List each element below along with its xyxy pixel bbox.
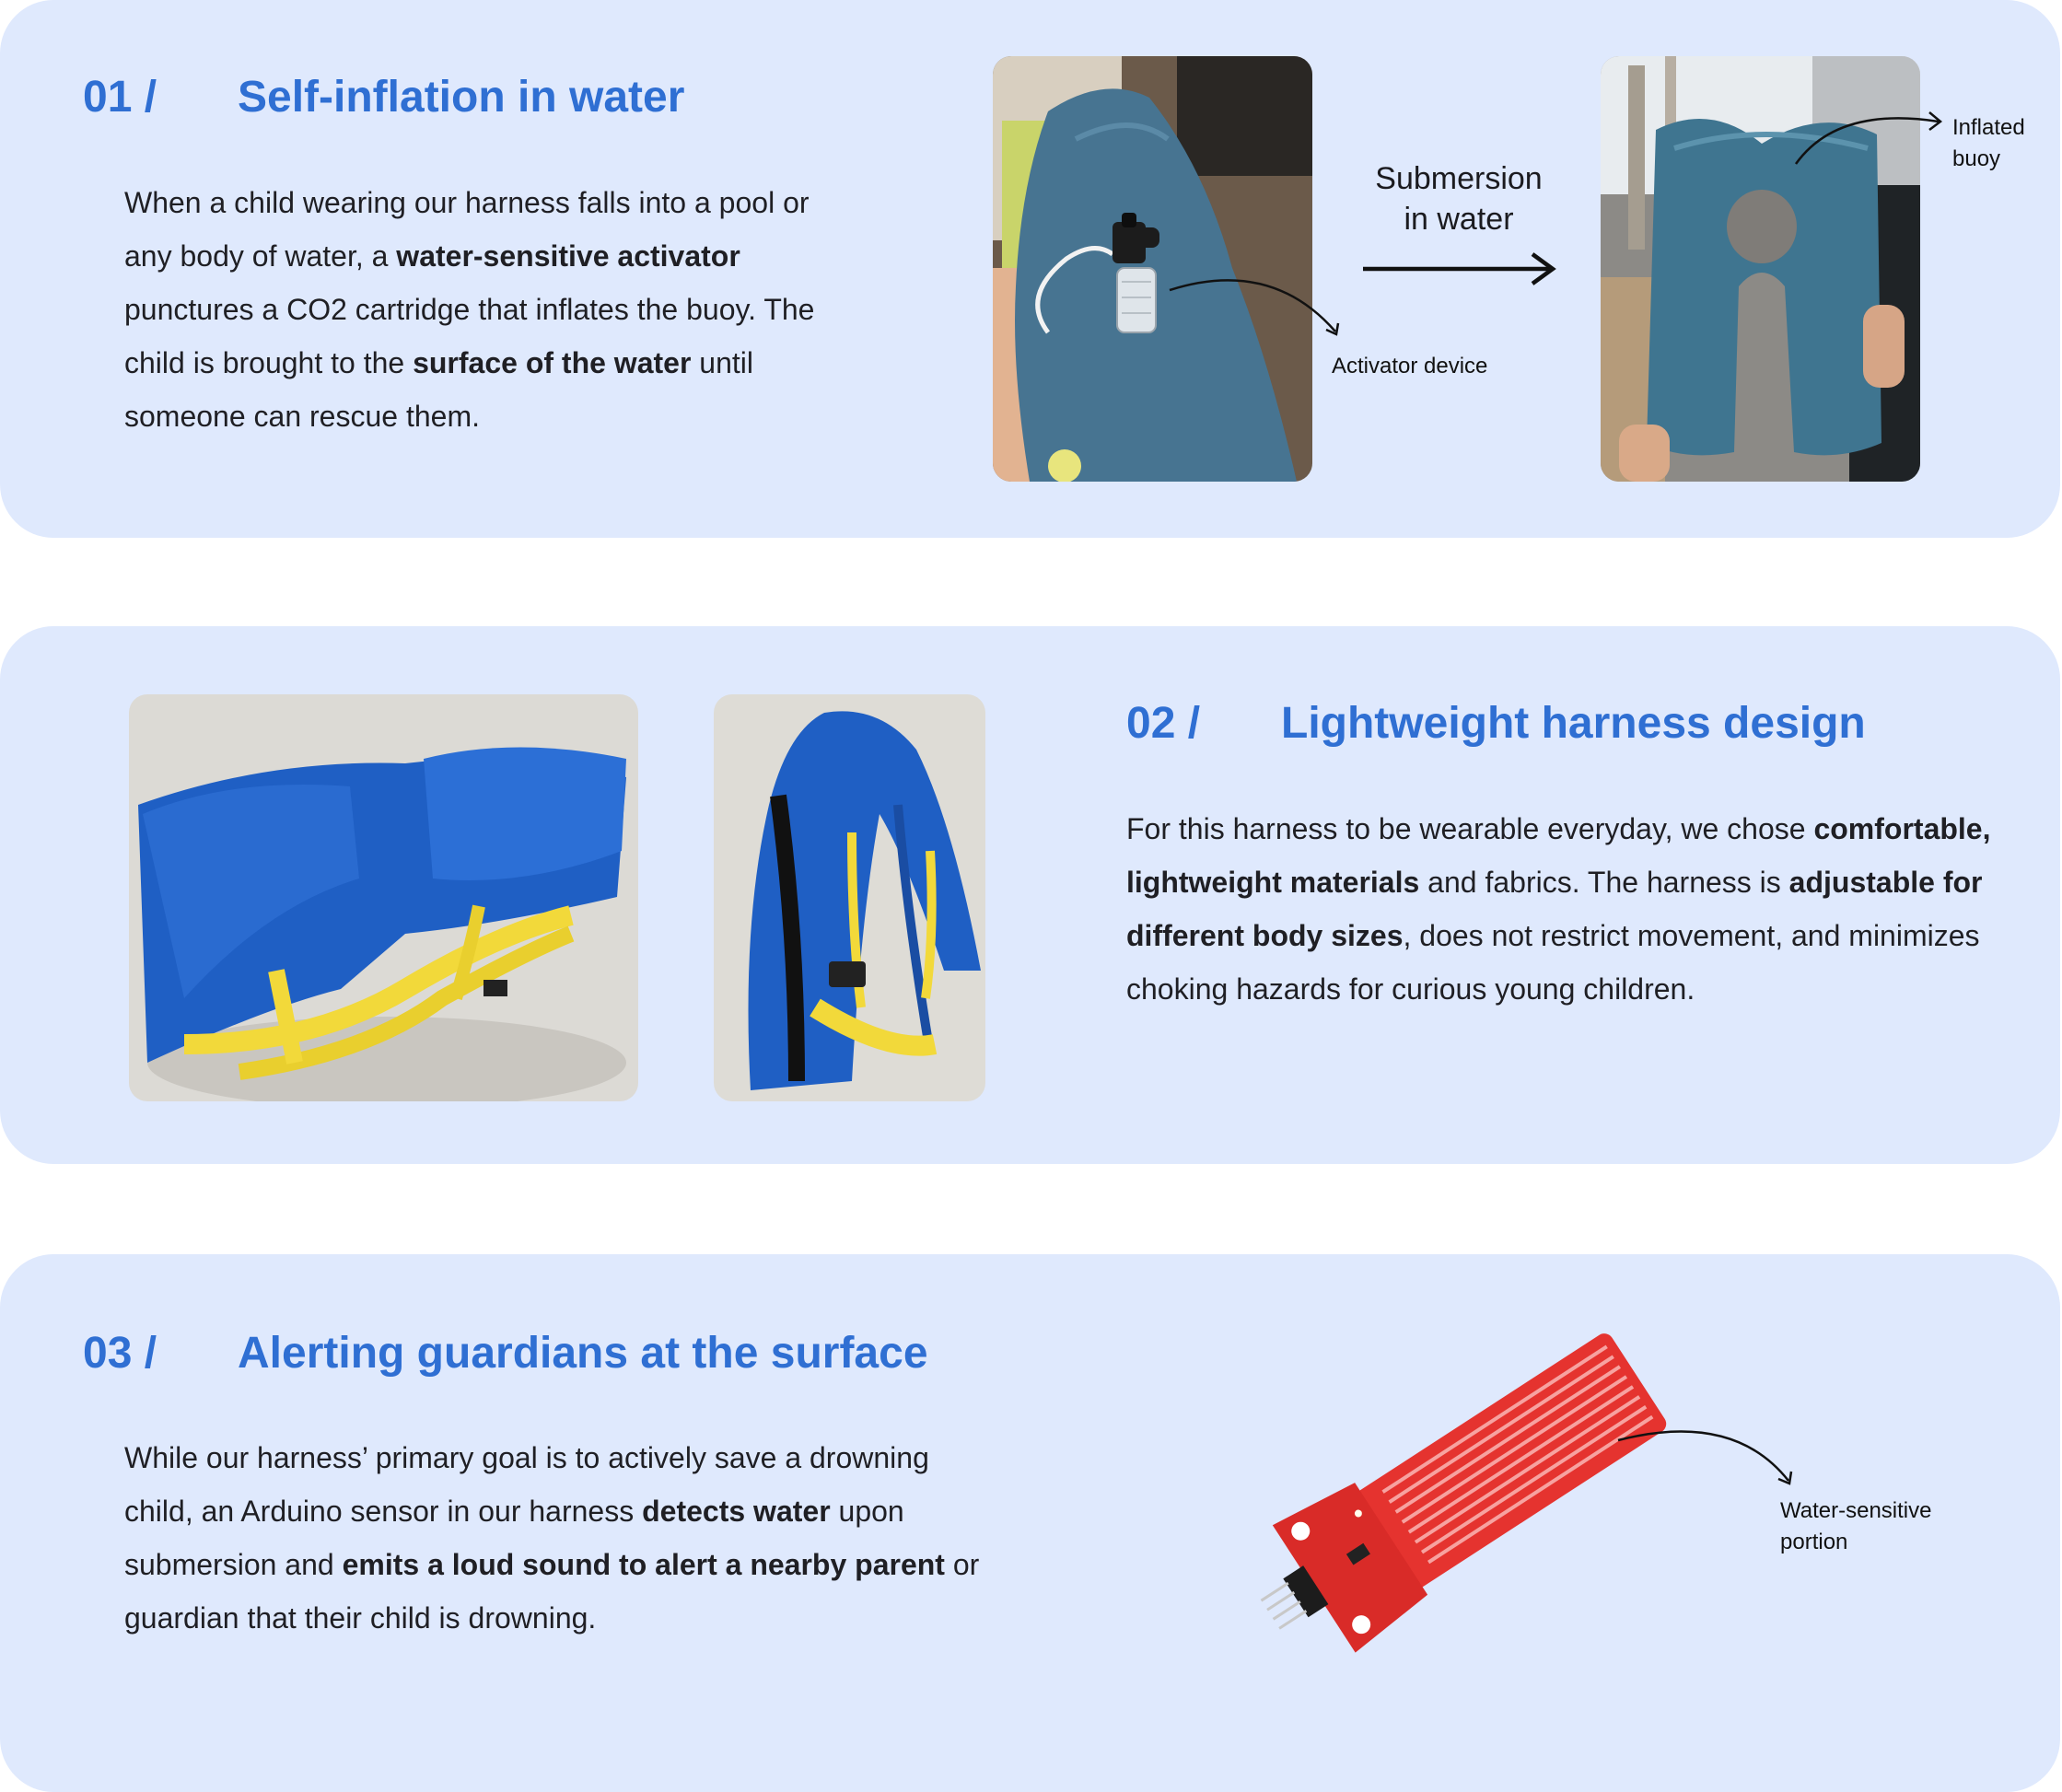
section-title: Self-inflation in water — [238, 73, 685, 122]
callout-arrow — [1165, 272, 1349, 345]
photo-harness-side — [129, 694, 638, 1101]
callout-inflated-buoy: Inflated buoy — [1952, 115, 2025, 171]
photo-harness-front — [714, 694, 985, 1101]
transition-label: Submersion in water — [1375, 161, 1543, 237]
section-body: While our harness’ primary goal is to actively save a drowning child, an Arduino sensor in our harness detects water upon submersion and emits a loud sound to alert a nearby parent or guardian that their child is drowning. — [124, 1441, 980, 1635]
section-lightweight-harness — [0, 626, 2060, 1164]
callout-arrow — [1791, 101, 1948, 175]
section-self-inflation — [0, 0, 2060, 538]
callout-arrow — [1613, 1420, 1798, 1494]
section-title: Alerting guardians at the surface — [238, 1329, 928, 1378]
section-body: For this harness to be wearable everyday, we chose comfortable, lightweight materials and fabrics. The harness is adjustable for different body sizes, does not restrict movement, and minimizes choking hazards for curious young children. — [1126, 812, 1991, 1006]
section-title: Lightweight harness design — [1281, 699, 1866, 748]
callout-water-sensitive-portion: Water-sensitive portion — [1780, 1498, 1932, 1554]
right-arrow-icon — [1361, 249, 1564, 289]
section-body: When a child wearing our harness falls into a pool or any body of water, a water-sensitive activator punctures a CO2 cartridge that inflates the buoy. The child is brought to the surface of the water until someone can rescue them. — [124, 186, 815, 433]
callout-activator-device: Activator device — [1332, 354, 1488, 378]
photo-water-sensor — [1285, 1365, 1718, 1696]
section-number: 02 / — [1126, 699, 1201, 748]
photo-activator-device — [993, 56, 1312, 482]
section-number: 01 / — [83, 73, 157, 122]
section-alerting-guardians — [0, 1254, 2060, 1792]
section-number: 03 / — [83, 1329, 157, 1378]
